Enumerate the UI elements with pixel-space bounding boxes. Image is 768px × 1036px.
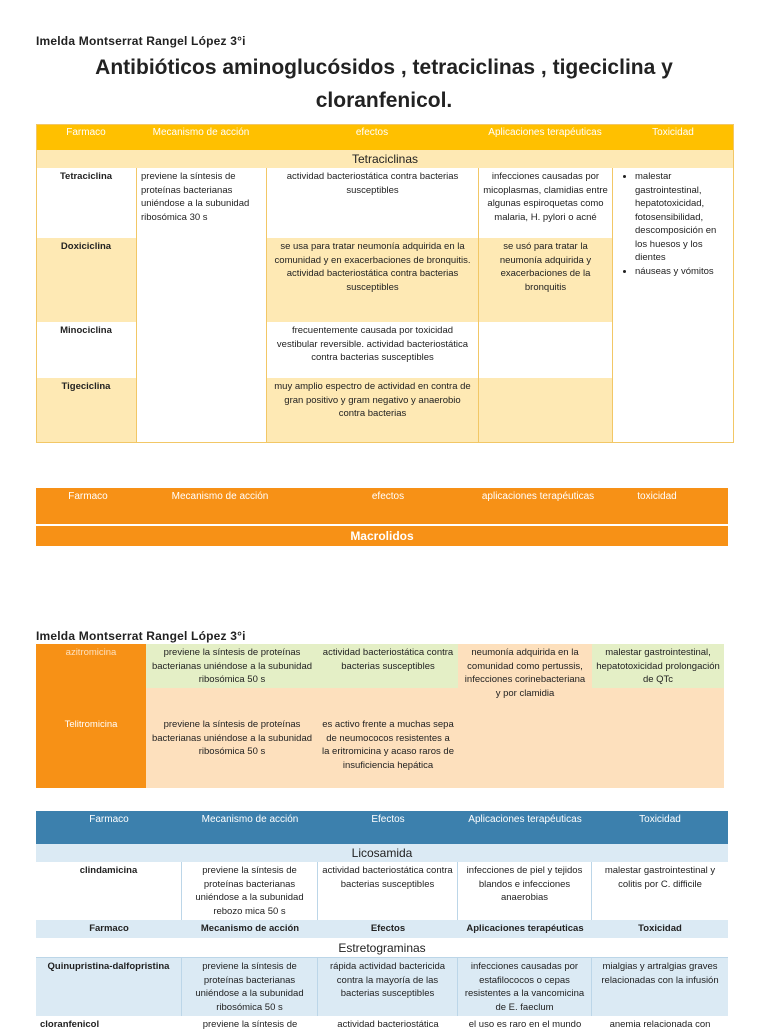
mecanismo-clindamicina: previene la síntesis de proteínas bacterianas uniéndose a la subunidad rebozo mica 50 s: [182, 862, 318, 920]
macrolidos-header-table: [36, 488, 728, 546]
toxicidad-telitromicina: [592, 716, 724, 788]
efectos-cloranfenicol: actividad bacteriostática: [337, 1019, 439, 1030]
tetraciclinas-table: [36, 124, 734, 443]
header-mecanismo: Mecanismo de acción: [171, 491, 269, 502]
author-name-repeat: Imelda Montserrat Rangel López 3°i: [36, 629, 246, 643]
subheader-mecanismo: Mecanismo de acción: [200, 923, 300, 934]
header-aplicaciones: Aplicaciones terapéuticas: [468, 814, 582, 825]
efectos-tetraciclina: actividad bacteriostática contra bacterias susceptibles: [266, 168, 478, 238]
aplicaciones-tetraciclina: infecciones causadas por micoplasmas, clamidias entre algunas espiroquetas como malaria, H. pylori o acné: [478, 168, 612, 238]
header-efectos: Efectos: [371, 814, 405, 825]
aplicaciones-minociclina: [478, 322, 612, 378]
section-macrolidos: Macrolidos: [36, 526, 728, 546]
toxicidad-azitromicina-blank: [592, 688, 724, 716]
header-mecanismo: Mecanismo de acción: [152, 127, 250, 138]
tetraciclinas-toxicidad: [612, 168, 734, 443]
subheader-efectos: Efectos: [370, 923, 406, 934]
header-efectos: efectos: [355, 127, 389, 138]
toxicidad-azitromicina: malestar gastrointestinal, hepatotoxicidad prolongación de QTc: [592, 644, 724, 688]
toxicidad-item: • malestar gastrointestinal, hepatotoxicidad, fotosensibilidad, descomposición en los huesos y los dientes: [635, 170, 730, 265]
header-toxicidad: Toxicidad: [639, 814, 681, 825]
toxicidad-item: • náuseas y vómitos: [635, 265, 730, 279]
drug-quinupristina-dalfopristina: Quinupristina-dalfopristina: [36, 958, 182, 1016]
tetraciclinas-mecanismo: previene la síntesis de proteínas bacterianas uniéndose a la subunidad ribosómica 30 s: [136, 168, 266, 443]
toxicidad-cloranfenicol: anemia relacionada con: [609, 1019, 711, 1030]
aplicaciones-clindamicina: infecciones de piel y tejidos blandos e infecciones anaerobias: [458, 862, 592, 920]
aplicaciones-tigeciclina: [478, 378, 612, 443]
efectos-doxiciclina: se usa para tratar neumonía adquirida en la comunidad y en exacerbaciones de bronquitis. actividad bacteriostática contra bacterias susceptibles: [266, 238, 478, 322]
toxicidad-clindamicina: malestar gastrointestinal y colitis por C. difficile: [604, 865, 716, 890]
toxicidad-quinupristina: mialgias y artralgias graves relacionadas con la infusión: [592, 958, 728, 1016]
licosamida-table: [36, 811, 728, 1030]
macrolidos-table: [36, 644, 724, 788]
header-farmaco: Farmaco: [68, 491, 108, 502]
section-licosamida: Licosamida: [36, 844, 728, 862]
header-mecanismo: Mecanismo de acción: [201, 814, 299, 825]
section-estretograminas: Estretograminas: [36, 938, 728, 958]
efectos-telitromicina: es activo frente a muchas sepa de neumococos resistentes a la eritromicina y acaso raros de insuficiencia hepática: [318, 716, 458, 788]
header-toxicidad: Toxicidad: [652, 127, 694, 138]
efectos-clindamicina: actividad bacteriostática contra bacterias susceptibles: [318, 862, 458, 920]
header-farmaco: Farmaco: [89, 814, 129, 825]
drug-azitromicina: azitromicina: [36, 644, 146, 716]
page-title-line1: Antibióticos aminoglucósidos , tetraciclinas , tigeciclina y: [95, 56, 673, 79]
efectos-quinupristina: rápida actividad bactericida contra la mayoría de las bacterias susceptibles: [318, 958, 458, 1016]
header-efectos: efectos: [371, 491, 405, 502]
mecanismo-cloranfenicol: previene la síntesis de: [202, 1019, 298, 1030]
drug-doxiciclina: Doxiciclina: [36, 238, 136, 322]
drug-tigeciclina: Tigeciclina: [36, 378, 136, 443]
author-name: Imelda Montserrat Rangel López 3°i: [36, 34, 246, 48]
drug-tetraciclina: Tetraciclina: [36, 168, 136, 238]
mecanismo-azitromicina: previene la síntesis de proteínas bacterianas uniéndose a la subunidad ribosómica 50 s: [146, 644, 318, 688]
drug-clindamicina: clindamicina: [36, 862, 182, 920]
drug-cloranfenicol: cloranfenicol: [40, 1019, 100, 1030]
mecanismo-telitromicina: previene la síntesis de proteínas bacterianas uniéndose a la subunidad ribosómica 50 s: [146, 716, 318, 788]
page-title-line2: cloranfenicol.: [315, 89, 453, 112]
header-aplicaciones: Aplicaciones terapéuticas: [488, 127, 602, 138]
mecanismo-quinupristina: previene la síntesis de proteínas bacterianas uniéndose a la subunidad ribosómica 50 s: [182, 958, 318, 1016]
header-toxicidad: toxicidad: [637, 491, 677, 502]
efectos-tigeciclina: muy amplio espectro de actividad en contra de gran positivo y gram negativo y anaerobio contra bacterias: [266, 378, 478, 443]
subheader-toxicidad: Toxicidad: [638, 923, 682, 934]
efectos-azitromicina: actividad bacteriostática contra bacterias susceptibles: [318, 644, 458, 688]
aplicaciones-cloranfenicol: el uso es raro en el mundo: [468, 1019, 582, 1030]
header-farmaco: Farmaco: [66, 127, 106, 138]
mecanismo-azitromicina-blank: [146, 688, 318, 716]
section-tetraciclinas: Tetraciclinas: [36, 150, 734, 168]
aplicaciones-quinupristina: infecciones causadas por estafilococos o cepas resistentes a la vancomicina de E. faeclum: [458, 958, 592, 1016]
aplicaciones-doxiciclina: se usó para tratar la neumonía adquirida y exacerbaciones de la bronquitis: [478, 238, 612, 322]
aplicaciones-telitromicina: [458, 716, 592, 788]
drug-minociclina: Minociclina: [36, 322, 136, 378]
efectos-minociclina: frecuentemente causada por toxicidad vestibular reversible. actividad bacteriostática contra bacterias susceptibles: [266, 322, 478, 378]
subheader-farmaco: Farmaco: [89, 923, 129, 934]
aplicaciones-azitromicina: neumonía adquirida en la comunidad como pertussis, infecciones corinebacteriana y por clamidia: [458, 644, 592, 716]
drug-telitromicina: Telitromicina: [36, 716, 146, 788]
subheader-aplicaciones: Aplicaciones terapéuticas: [466, 923, 584, 934]
header-aplicaciones: aplicaciones terapéuticas: [481, 491, 595, 502]
efectos-azitromicina-blank: [318, 688, 458, 716]
